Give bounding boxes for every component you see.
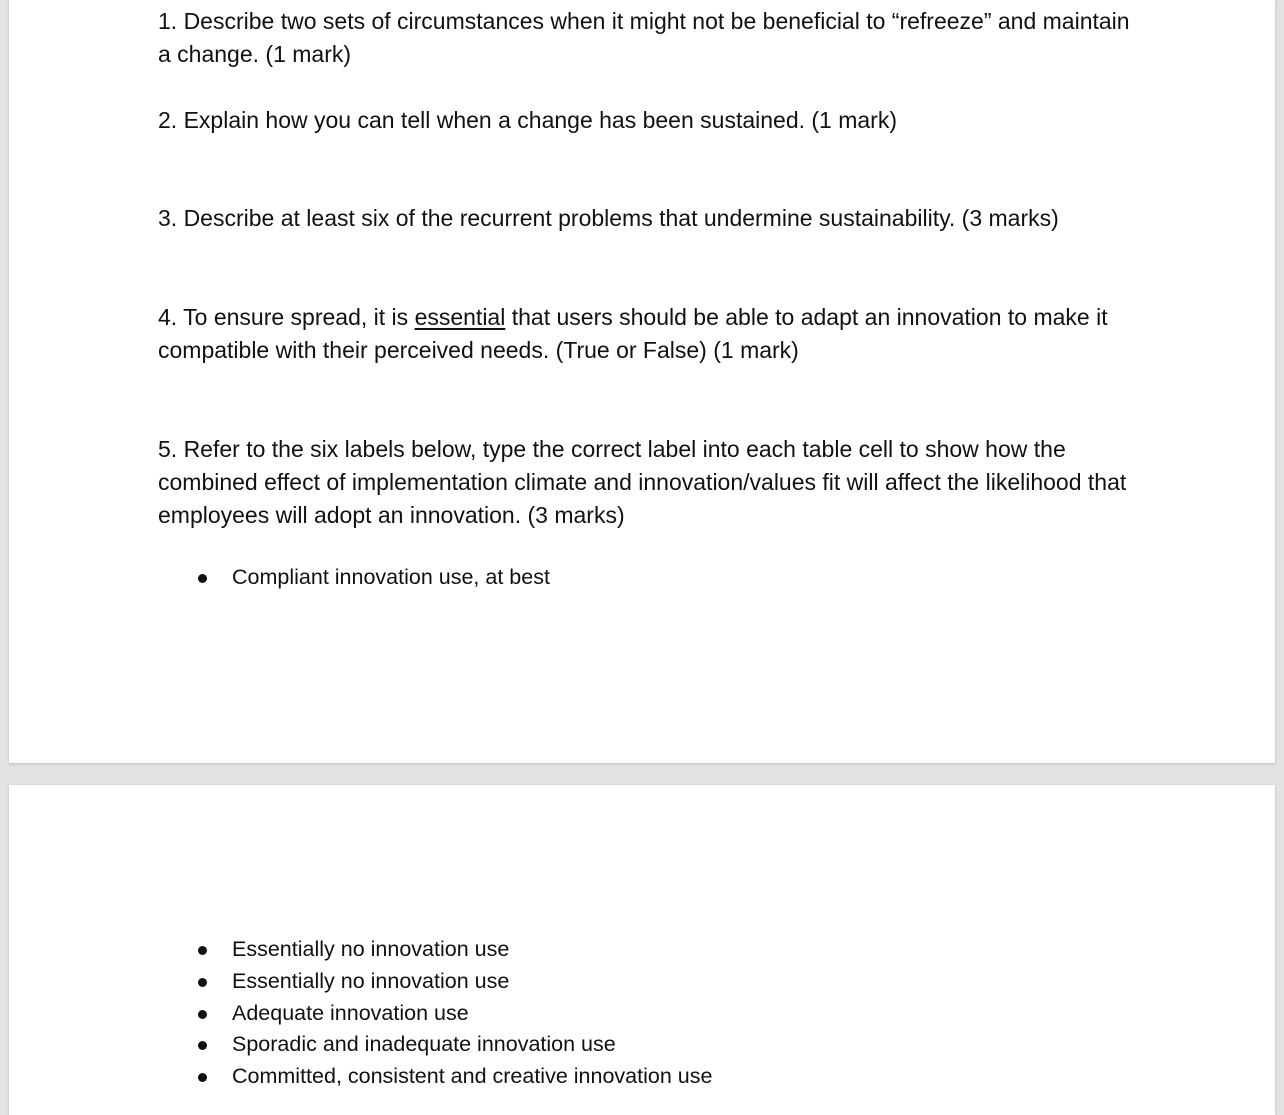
label-item: Essentially no innovation use — [196, 934, 712, 966]
label-item: Adequate innovation use — [196, 998, 712, 1030]
label-item: Sporadic and inadequate innovation use — [196, 1029, 712, 1061]
question-4-text-end: that users should be able to adapt an innovation to make it compatible with their perceived needs. (True or False) (1 mark) — [158, 304, 1108, 363]
question-3: 3. Describe at least six of the recurrent problems that undermine sustainability. (3 marks) — [158, 205, 1059, 231]
document-page-2 — [9, 785, 1275, 1115]
question-5: 5. Refer to the six labels below, type the correct label into each table cell to show how the combined effect of implementation climate and innovation/values fit will affect the likelihood that employees will adopt an innovation. (3 marks) — [158, 436, 1127, 528]
label-list-continued — [196, 934, 712, 1093]
question-4-underlined-word: essential — [414, 304, 506, 330]
label-item: Committed, consistent and creative innovation use — [196, 1061, 712, 1093]
label-item: Essentially no innovation use — [196, 966, 712, 998]
document-page-1 — [9, 0, 1275, 763]
question-1: 1. Describe two sets of circumstances when it might not be beneficial to “refreeze” and maintain a change. (1 mark) — [158, 8, 1130, 67]
label-item: Compliant innovation use, at best — [196, 562, 550, 594]
question-2: 2. Explain how you can tell when a change has been sustained. (1 mark) — [158, 107, 897, 133]
question-4-text-start: 4. To ensure spread, it is — [158, 304, 415, 330]
label-list — [196, 562, 550, 594]
question-4 — [158, 301, 1138, 367]
